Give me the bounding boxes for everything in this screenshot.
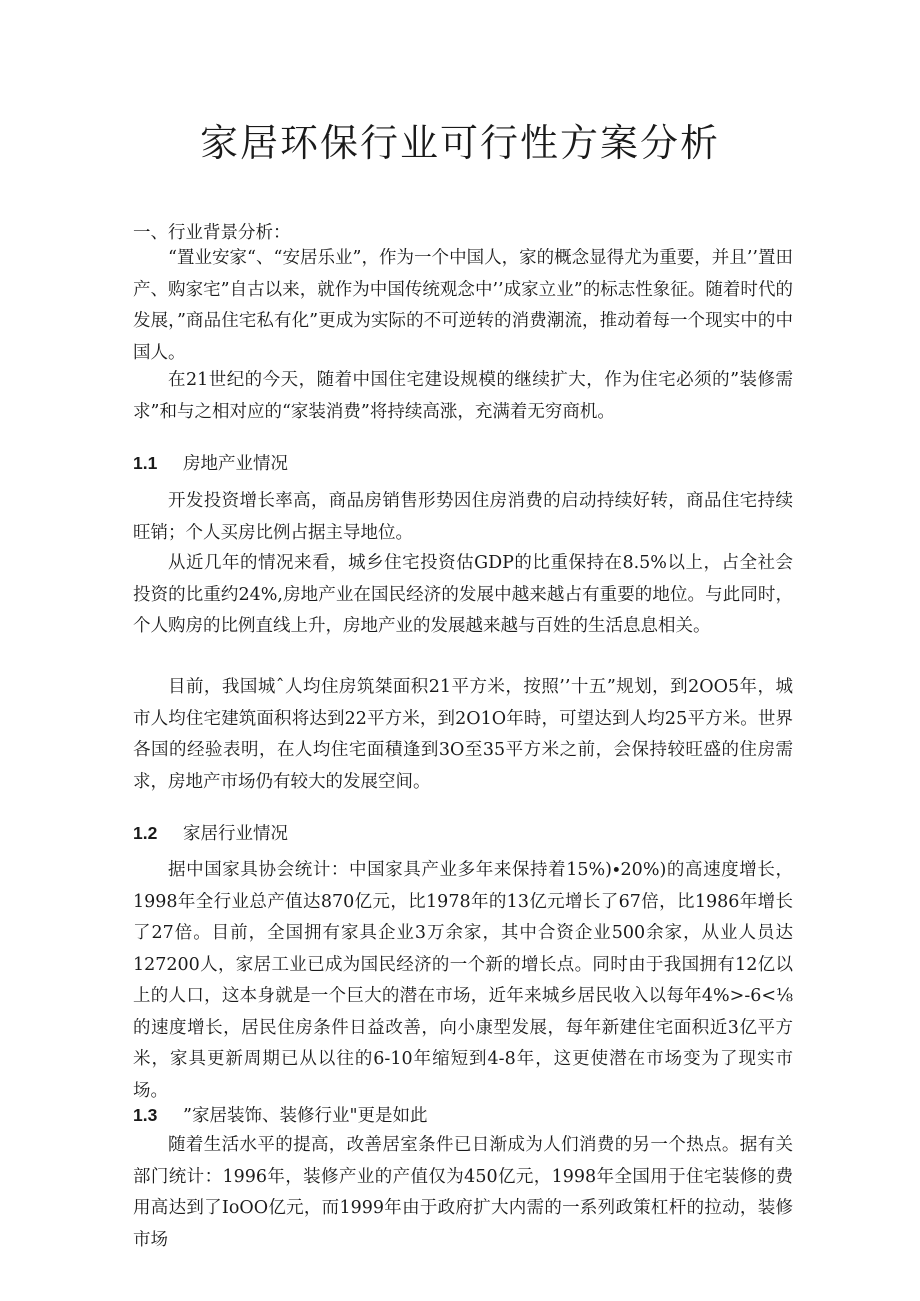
section-title: 房地产业情况 xyxy=(183,454,288,474)
paragraph-furniture: 据中国家具协会统计：中国家具产业多年来保持着15%)∙20%)的高速度增长，1998年全行业总产值达870亿元，比1978年的13亿元增长了67倍，比1986年增长了27倍。目前，全国拥有家具企业3万余家，其中合资企业500余家，从业人员达127200人，家居工业已成为国民经济的一个新的增长点。同时由于我国拥有12亿以上的人口，这本身就是一个巨大的潜在市场，近年来城乡居民收入以每年4%>-6<⅛的速度增长，居民住房条件日益改善，向小康型发展，每年新建住宅面积近3亿平方米，家具更新周期已从以往的6-10年缩短到4-8年，这更使潜在市场变为了现实市场。 xyxy=(133,860,793,1101)
paragraph-investment: 开发投资增长率高，商品房销售形势因住房消费的启动持续好转，商品住宅持续旺销；个人买房比例占据主导地位。 xyxy=(133,491,793,543)
paragraph-decoration: 随着生活水平的提高，改善居室条件已日渐成为人们消费的另一个热点。据有关部门统计：1996年，装修产业的产值仅为450亿元，1998年全国用于住宅装修的费用高达到了IoOO亿元，而1999年由于政府扩大内需的一系列政策杠杆的拉动，装修市场 xyxy=(133,1135,793,1250)
section-heading-background: 一、行业背景分析： xyxy=(133,223,291,243)
paragraph-gdp: 从近几年的情况来看，城乡住宅投资估GDP的比重保持在8.5%以上，占全社会投资的比重约24%,房地产业在国民经济的发展中越来越占有重要的地位。与此同时，个人购房的比例直线上升，房地产业的发展越来越与百姓的生活息息相关。 xyxy=(133,553,793,636)
paragraph-intro: “置业安家“、“安居乐业”，作为一个中国人，家的概念显得尤为重要，并且’’置田产、购家宅”自古以来，就作为中国传统观念中’’成家立业”的标志性象征。随着时代的发展，”商品住宅私有化”更成为实际的不可逆转的消费潮流，推动着每一个现实中的中国人。 xyxy=(133,248,793,363)
paragraph-housing-area: 目前，我国城ˆ人均住房筑桀面积21平方米，按照’’十五”规划，到2OO5年，城市人均住宅建筑面积将达到22平方米，到2O1O年時，可望达到人均25平方米。世界各国的经验表明，在人均住宅面積逢到3O至35平方米之前，会保持较旺盛的住房需求，房地产市场仍有较大的发展空间。 xyxy=(133,677,793,792)
section-heading-1-2 xyxy=(133,818,793,850)
section-heading-1-1 xyxy=(133,448,793,480)
section-title: ”家居装饰、装修行业"更是如此 xyxy=(183,1106,428,1126)
section-number: 1.2 xyxy=(133,823,158,843)
section-number: 1.3 xyxy=(133,1105,158,1125)
section-title: 家居行业情况 xyxy=(183,824,288,844)
section-heading-1-3 xyxy=(133,1100,793,1132)
page-title: 家居环保行业可行性方案分析 xyxy=(199,121,720,165)
section-number: 1.1 xyxy=(133,453,158,473)
paragraph-21st-century: 在21世纪的今天，随着中国住宅建设规模的继续扩大，作为住宅必须的”装修需求”和与之相对应的“家装消费”将持续高涨，充满着无穷商机。 xyxy=(133,370,793,422)
